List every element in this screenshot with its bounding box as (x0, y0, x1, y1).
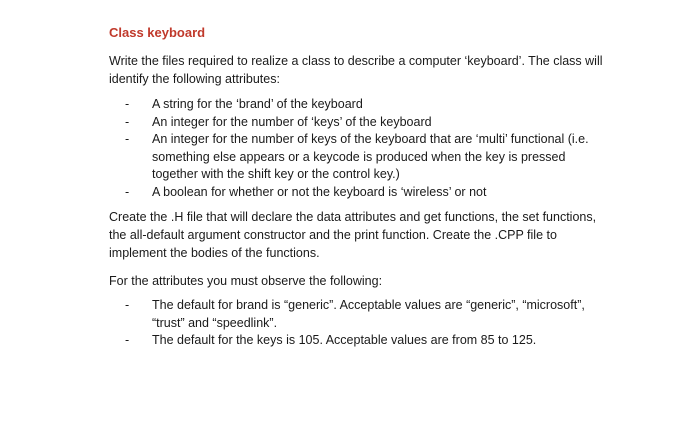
list-item-text: A string for the ‘brand’ of the keyboard (152, 97, 363, 111)
attributes-list (109, 96, 609, 201)
dash-bullet: - (125, 298, 130, 312)
intro-paragraph: Write the files required to realize a class to describe a computer ‘keyboard’. The class will identify the following attributes: (109, 54, 603, 86)
list-item (109, 332, 609, 350)
list-item-text: The default for the keys is 105. Acceptable values are from 85 to 125. (152, 333, 537, 347)
list-item (109, 114, 609, 132)
list-item (109, 96, 609, 114)
dash-bullet: - (125, 132, 130, 146)
list-item-text: An integer for the number of keys of the keyboard that are ‘multi’ functional (i.e. something else appears or a keycode is produced when the key is pressed together with the shift key or the control key.) (152, 132, 589, 181)
constraints-list (109, 297, 609, 350)
list-item-text: An integer for the number of ‘keys’ of the keyboard (152, 114, 432, 129)
dash-bullet: - (125, 184, 130, 199)
constraints-intro: For the attributes you must observe the following: (109, 274, 383, 288)
list-item-text: The default for brand is “generic”. Acceptable values are “generic”, “microsoft”, “trust” and “speedlink”. (152, 298, 585, 330)
list-item-text: A boolean for whether or not the keyboard is ‘wireless’ or not (152, 184, 487, 199)
dash-bullet: - (125, 114, 130, 129)
document-title: Class keyboard (109, 25, 206, 40)
dash-bullet: - (125, 97, 130, 111)
list-item (109, 131, 609, 184)
list-item (109, 184, 609, 202)
list-item (109, 297, 609, 332)
instructions-paragraph: Create the .H file that will declare the data attributes and get functions, the set functions, the all-default argument constructor and the print function. Create the .CPP file to implement the bodies of the functions. (109, 210, 597, 260)
dash-bullet: - (125, 333, 130, 347)
